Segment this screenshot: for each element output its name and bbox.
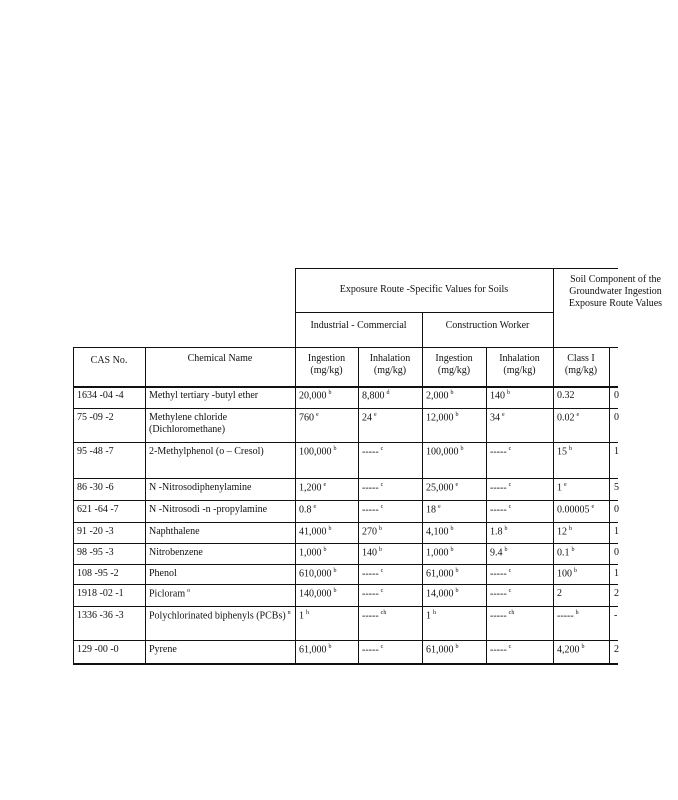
row-3-next-partial: 5 xyxy=(614,482,619,493)
row-9-class1 xyxy=(553,608,609,640)
row-1-con-ing xyxy=(422,410,486,442)
rule-v-ind-inh xyxy=(358,347,359,663)
row-4-con-inh xyxy=(486,502,553,522)
row-1-ind-ing xyxy=(295,410,358,442)
row-3-class1-footnote: e xyxy=(564,482,567,488)
row-0-ind-inh xyxy=(358,388,422,408)
row-9-next-partial: - xyxy=(614,610,618,621)
row-8-con-ing xyxy=(422,586,486,606)
row-2-name: 2-Methylphenol (o – Cresol) xyxy=(149,446,264,457)
row-2-ind-ing xyxy=(295,444,358,478)
row-7-con-ing xyxy=(422,566,486,584)
row-8-ind-ing-value: 140,000 xyxy=(299,588,332,600)
row-6-ind-ing xyxy=(295,545,358,564)
row-5-con-inh-value: 1.8 xyxy=(490,526,503,538)
row-3-class1-value: 1 xyxy=(557,482,562,494)
row-9-ind-ing-value: 1 xyxy=(299,610,304,622)
row-0-ind-inh-footnote: d xyxy=(386,390,390,396)
row-1-ind-inh-footnote: e xyxy=(374,412,377,418)
row-6-next-partial: 0 xyxy=(614,547,619,558)
row-3-ind-inh-value: ----- xyxy=(362,482,379,494)
row-4-ind-inh-value: ----- xyxy=(362,504,379,516)
row-8-con-inh-footnote: c xyxy=(508,588,512,594)
row-1-con-inh xyxy=(486,410,553,442)
row-0-con-ing-footnote: b xyxy=(450,390,454,396)
row-1-next-partial: 0 xyxy=(614,412,619,423)
row-0-con-inh-footnote: b xyxy=(507,390,510,396)
row-2-con-inh-footnote: c xyxy=(508,446,512,452)
rule-v-con-inh xyxy=(486,347,487,663)
row-2-class1 xyxy=(553,444,609,478)
row-3-con-ing xyxy=(422,480,486,500)
row-9-cas: 1336 -36 -3 xyxy=(77,610,124,621)
row-10-ind-ing xyxy=(295,642,358,663)
header-construction: Construction Worker xyxy=(445,320,530,331)
row-7-next-partial: 1 xyxy=(614,568,619,579)
row-7-class1 xyxy=(553,566,609,584)
row-7-cas: 108 -95 -2 xyxy=(77,568,119,579)
row-3-name: N -Nitrosodiphenylamine xyxy=(149,482,252,493)
header-chemical-name: Chemical Name xyxy=(187,353,253,364)
header-class1: Class I (mg/kg) xyxy=(564,353,598,376)
rule-header-group xyxy=(295,312,553,313)
row-5-ind-ing-footnote: b xyxy=(328,526,332,532)
row-5-next-partial: 1 xyxy=(614,526,619,537)
row-6-ind-inh xyxy=(358,545,422,564)
row-2-class1-footnote: b xyxy=(569,446,572,452)
row-2-ind-inh-footnote: c xyxy=(380,446,384,452)
rule-table-bottom xyxy=(73,663,618,665)
row-7-ind-ing-footnote: b xyxy=(333,568,337,574)
row-5-ind-inh-value: 270 xyxy=(362,526,377,538)
row-10-con-inh-footnote: c xyxy=(508,644,512,650)
row-7-ind-inh-footnote: c xyxy=(380,568,384,574)
row-10-con-ing-footnote: b xyxy=(455,644,459,650)
row-3-ind-inh-footnote: c xyxy=(380,482,384,488)
row-1-ind-ing-footnote: e xyxy=(316,412,319,418)
rule-v-con-ing xyxy=(422,312,423,663)
row-2-con-ing-footnote: b xyxy=(460,446,464,452)
row-3-ind-ing-footnote: e xyxy=(323,482,327,488)
row-8-ind-inh-footnote: c xyxy=(380,588,384,594)
row-0-name: Methyl tertiary -butyl ether xyxy=(149,390,259,401)
row-6-class1-footnote: b xyxy=(571,547,575,553)
header-cas-no: CAS No. xyxy=(90,355,128,366)
row-0-ind-ing-footnote: b xyxy=(328,390,332,396)
row-0-next-partial: 0 xyxy=(614,390,619,401)
row-7-con-ing-value: 61,000 xyxy=(426,568,454,580)
row-3-ind-ing xyxy=(295,480,358,500)
row-2-class1-value: 15 xyxy=(557,446,567,458)
row-10-ind-inh-footnote: c xyxy=(380,644,384,650)
row-4-con-ing xyxy=(422,502,486,522)
row-8-con-ing-value: 14,000 xyxy=(426,588,454,600)
row-7-ind-inh-value: ----- xyxy=(362,568,379,580)
row-4-ind-inh xyxy=(358,502,422,522)
row-3-con-ing-value: 25,000 xyxy=(426,482,454,494)
row-6-class1-value: 0.1 xyxy=(557,547,570,559)
row-1-ind-ing-value: 760 xyxy=(299,412,314,424)
row-8-name: Picloram $^o$ xyxy=(149,588,191,600)
row-3-con-inh-footnote: c xyxy=(508,482,512,488)
row-9-ind-inh xyxy=(358,608,422,640)
rule-header-top xyxy=(295,268,618,269)
row-4-ind-ing-value: 0.8 xyxy=(299,504,312,516)
row-6-con-ing xyxy=(422,545,486,564)
row-0-ind-ing-value: 20,000 xyxy=(299,390,327,402)
row-1-ind-inh xyxy=(358,410,422,442)
row-1-class1-footnote: e xyxy=(576,412,580,418)
header-industrial: Industrial - Commercial xyxy=(310,320,407,331)
row-8-ind-ing xyxy=(295,586,358,606)
row-7-con-inh-footnote: c xyxy=(508,568,512,574)
row-10-ind-inh-value: ----- xyxy=(362,644,379,656)
row-5-con-ing xyxy=(422,524,486,543)
row-10-class1-footnote: b xyxy=(581,644,585,650)
header-soil-component: Soil Component of the Groundwater Ingestion Exposure Route Values xyxy=(568,274,663,309)
row-10-next-partial: 2 xyxy=(614,644,619,655)
row-2-ind-inh xyxy=(358,444,422,478)
rule-row-2 xyxy=(73,442,618,443)
rule-row-10 xyxy=(73,640,618,641)
row-5-class1-footnote: b xyxy=(569,526,572,532)
rule-row-9 xyxy=(73,606,618,607)
row-3-con-inh xyxy=(486,480,553,500)
row-2-con-ing xyxy=(422,444,486,478)
row-8-con-inh-value: ----- xyxy=(490,588,507,600)
row-10-con-ing-value: 61,000 xyxy=(426,644,454,656)
row-4-cas: 621 -64 -7 xyxy=(77,504,119,515)
row-8-cas: 1918 -02 -1 xyxy=(77,588,124,599)
header-con-inhalation: Inhalation (mg/kg) xyxy=(499,353,540,376)
row-8-class1-value: 2 xyxy=(557,588,562,599)
row-4-name: N -Nitrosodi -n -propylamine xyxy=(149,504,268,515)
row-1-con-inh-value: 34 xyxy=(490,412,500,424)
row-2-ind-ing-value: 100,000 xyxy=(299,446,332,458)
row-4-class1-value: 0.00005 xyxy=(557,504,590,516)
row-7-ind-ing xyxy=(295,566,358,584)
row-3-con-ing-footnote: e xyxy=(455,482,459,488)
row-8-con-ing-footnote: b xyxy=(455,588,459,594)
rule-v-ind-ing xyxy=(295,268,296,663)
row-4-class1 xyxy=(553,502,609,522)
row-7-con-ing-footnote: b xyxy=(455,568,459,574)
row-9-con-inh-footnote: ch xyxy=(508,610,515,616)
row-0-con-ing-value: 2,000 xyxy=(426,390,449,402)
row-2-next-partial: 1 xyxy=(614,446,619,457)
row-6-con-ing-value: 1,000 xyxy=(426,547,449,559)
row-2-con-inh xyxy=(486,444,553,478)
row-4-ind-ing xyxy=(295,502,358,522)
row-10-name: Pyrene xyxy=(149,644,177,655)
row-9-ind-ing-footnote: h xyxy=(306,610,309,616)
row-8-ind-inh xyxy=(358,586,422,606)
row-2-cas: 95 -48 -7 xyxy=(77,446,114,457)
row-9-class1-footnote: h xyxy=(575,610,579,616)
header-exposure-group: Exposure Route -Specific Values for Soils xyxy=(339,284,509,295)
row-8-class1 xyxy=(553,586,609,606)
header-ind-ingestion: Ingestion (mg/kg) xyxy=(307,353,346,376)
row-7-con-inh xyxy=(486,566,553,584)
row-3-class1 xyxy=(553,480,609,500)
row-4-ind-ing-footnote: e xyxy=(313,504,317,510)
row-9-con-ing xyxy=(422,608,486,640)
row-2-con-ing-value: 100,000 xyxy=(426,446,459,458)
row-4-con-ing-footnote: e xyxy=(438,504,441,510)
row-10-con-ing xyxy=(422,642,486,663)
rule-row-7 xyxy=(73,564,618,565)
row-1-name: Methylene chloride (Dichloromethane) xyxy=(149,412,228,435)
row-10-ind-ing-footnote: b xyxy=(328,644,332,650)
row-5-con-inh xyxy=(486,524,553,543)
row-6-ind-inh-footnote: b xyxy=(379,547,382,553)
row-6-con-inh-value: 9.4 xyxy=(490,547,503,559)
row-5-con-inh-footnote: b xyxy=(504,526,508,532)
rule-header-bottom xyxy=(73,386,618,388)
header-con-ingestion: Ingestion (mg/kg) xyxy=(435,353,473,376)
row-5-cas: 91 -20 -3 xyxy=(77,526,114,537)
row-7-ind-inh xyxy=(358,566,422,584)
row-0-con-inh-value: 140 xyxy=(490,390,505,402)
row-5-ind-ing xyxy=(295,524,358,543)
row-9-con-ing-value: 1 xyxy=(426,610,431,622)
row-0-class1 xyxy=(553,388,609,408)
row-7-name: Phenol xyxy=(149,568,177,579)
row-9-name-footnote: n xyxy=(287,610,291,616)
row-10-ind-inh xyxy=(358,642,422,663)
row-9-con-ing-footnote: h xyxy=(433,610,436,616)
row-0-ind-ing xyxy=(295,388,358,408)
row-9-ind-inh-value: ----- xyxy=(362,610,379,622)
rule-v-name xyxy=(145,347,146,663)
row-0-con-inh xyxy=(486,388,553,408)
row-6-name: Nitrobenzene xyxy=(149,547,203,558)
row-5-class1-value: 12 xyxy=(557,526,567,538)
rule-row-4 xyxy=(73,500,618,501)
row-6-ind-ing-value: 1,000 xyxy=(299,547,322,559)
row-5-ind-inh-footnote: b xyxy=(379,526,382,532)
row-0-cas: 1634 -04 -4 xyxy=(77,390,124,401)
row-5-name: Naphthalene xyxy=(149,526,200,537)
row-7-con-inh-value: ----- xyxy=(490,568,507,580)
rule-row-5 xyxy=(73,522,618,523)
row-6-class1 xyxy=(553,545,609,564)
row-9-con-inh xyxy=(486,608,553,640)
rule-row-6 xyxy=(73,543,618,544)
row-4-next-partial: 0 xyxy=(614,504,619,515)
row-0-ind-inh-value: 8,800 xyxy=(362,390,385,402)
row-3-cas: 86 -30 -6 xyxy=(77,482,114,493)
row-7-class1-footnote: b xyxy=(574,568,577,574)
row-9-name: Polychlorinated biphenyls (PCBs) $^n$ xyxy=(149,610,291,622)
header-ind-inhalation: Inhalation (mg/kg) xyxy=(369,353,411,376)
row-5-ind-ing-value: 41,000 xyxy=(299,526,327,538)
row-5-ind-inh xyxy=(358,524,422,543)
row-7-class1-value: 100 xyxy=(557,568,572,580)
row-1-con-ing-value: 12,000 xyxy=(426,412,454,424)
row-9-ind-ing xyxy=(295,608,358,640)
row-6-con-inh xyxy=(486,545,553,564)
row-9-class1-value: ----- xyxy=(557,610,574,622)
row-0-con-ing xyxy=(422,388,486,408)
row-1-con-inh-footnote: e xyxy=(502,412,505,418)
row-1-cas: 75 -09 -2 xyxy=(77,412,114,423)
row-7-ind-ing-value: 610,000 xyxy=(299,568,332,580)
row-8-ind-ing-footnote: b xyxy=(333,588,337,594)
row-9-ind-inh-footnote: ch xyxy=(380,610,387,616)
row-8-con-inh xyxy=(486,586,553,606)
row-8-name-footnote: o xyxy=(187,588,191,594)
rule-v-class1 xyxy=(553,268,554,663)
row-5-con-ing-value: 4,100 xyxy=(426,526,449,538)
row-4-class1-footnote: e xyxy=(591,504,595,510)
row-6-ind-ing-footnote: b xyxy=(323,547,327,553)
row-5-class1 xyxy=(553,524,609,543)
row-10-ind-ing-value: 61,000 xyxy=(299,644,327,656)
row-5-con-ing-footnote: b xyxy=(450,526,454,532)
rule-v-left xyxy=(73,347,74,663)
row-0-class1-value: 0.32 xyxy=(557,390,575,401)
row-3-ind-ing-value: 1,200 xyxy=(299,482,322,494)
row-9-con-inh-value: ----- xyxy=(490,610,507,622)
row-4-con-inh-value: ----- xyxy=(490,504,507,516)
row-8-ind-inh-value: ----- xyxy=(362,588,379,600)
row-3-con-inh-value: ----- xyxy=(490,482,507,494)
row-4-con-inh-footnote: c xyxy=(508,504,512,510)
row-3-ind-inh xyxy=(358,480,422,500)
row-10-con-inh xyxy=(486,642,553,663)
row-1-con-ing-footnote: b xyxy=(455,412,459,418)
row-6-con-ing-footnote: b xyxy=(450,547,454,553)
rule-header-sub xyxy=(73,347,618,348)
row-8-next-partial: 2 xyxy=(614,588,619,599)
row-1-class1 xyxy=(553,410,609,442)
row-1-class1-value: 0.02 xyxy=(557,412,575,424)
row-4-ind-inh-footnote: c xyxy=(380,504,384,510)
row-6-ind-inh-value: 140 xyxy=(362,547,377,559)
row-10-class1-value: 4,200 xyxy=(557,644,580,656)
rule-row-1 xyxy=(73,408,618,409)
row-10-con-inh-value: ----- xyxy=(490,644,507,656)
row-10-cas: 129 -00 -0 xyxy=(77,644,119,655)
row-6-con-inh-footnote: b xyxy=(504,547,508,553)
rule-row-3 xyxy=(73,478,618,479)
row-2-con-inh-value: ----- xyxy=(490,446,507,458)
row-4-con-ing-value: 18 xyxy=(426,504,436,516)
row-2-ind-inh-value: ----- xyxy=(362,446,379,458)
row-6-cas: 98 -95 -3 xyxy=(77,547,114,558)
row-10-class1 xyxy=(553,642,609,663)
row-1-ind-inh-value: 24 xyxy=(362,412,372,424)
row-2-ind-ing-footnote: b xyxy=(333,446,337,452)
rule-row-8 xyxy=(73,584,618,585)
rule-v-next xyxy=(609,347,610,663)
